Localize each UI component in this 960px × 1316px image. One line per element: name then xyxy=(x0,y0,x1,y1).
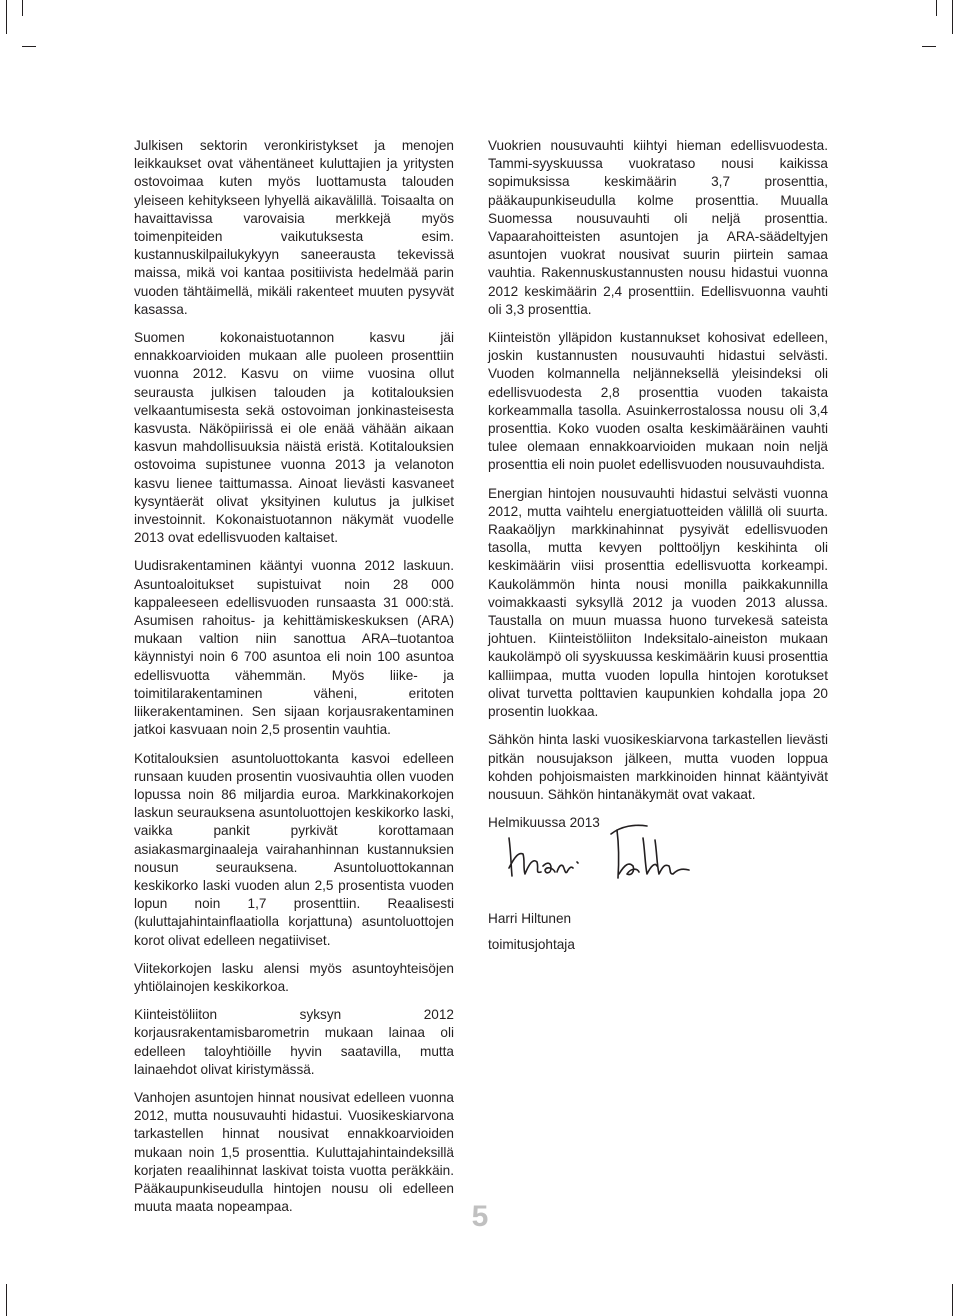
paragraph: Uudisrakentaminen kääntyi vuonna 2012 laskuun. Asuntoaloitukset supistuivat noin 28 000 kappaleeseen edellisvuoden runsaasta 31 000:stä. Asumisen rahoitus- ja kehittämiskeskuksen (ARA) mukaan valtion niin sanottua ARA–tuotantoa käynnistyi noin 6 700 asuntoa eli noin 100 asuntoa edellisvuotta vähemmän. Myös liike- ja toimitilarakentaminen väheni, eritoten liikerakentaminen. Sen sijaan korjausrakentaminen jatkoi kasvuaan noin 2,5 prosentin vauhtia. xyxy=(134,558,454,738)
crop-mark-bottom-right-v xyxy=(952,1284,953,1316)
paragraph: Kotitalouksien asuntoluottokanta kasvoi edelleen runsaan kuuden prosentin vuosivauhtia ollen vuoden lopussa noin 86 miljardia euroa. Markkinakorkojen laskun seurauksena asuntoluottojen keskikorko laski, vaikka pankit pyrkivät korottamaan asiakasmarginaaleja vairahanhinnan kustannuksien nousun seurauksena. Asuntoluottokannan keskikorko laski vuoden alun 2,5 prosentista vuoden lopun noin 1,7 prosenttiin. Reaalisesti (kuluttajahintainflaatiolla korjattuna) asuntoluottojen korot olivat edelleen negatiiviset. xyxy=(134,750,454,948)
crop-mark-top-left-h xyxy=(22,46,36,47)
crop-mark-top-right-v2 xyxy=(936,0,937,16)
paragraph: Sähkön hinta laski vuosikeskiarvona tarkastellen lievästi pitkän nousujakson jälkeen, mutta vuoden loppua kohden pohjoismaisten markkinoiden hinnat kääntyivät nousuun. Sähkön hintanäkymät ovat vakaat. xyxy=(488,732,828,802)
paragraph: Energian hintojen nousuvauhti hidastui selvästi vuonna 2012, mutta vaihtelu energiatuotteiden välillä oli suurta. Raakaöljyn markkinahinnat pysyivät edellisvuoden tasolla, mutta kevyen polttoöljyn keskihinta oli keskimäärin viisi prosenttia edellisvuotta korkeampi. Kaukolämmön hinta nousi monilla paikkakunnilla voimakkaasti syksyllä 2012 ja vuoden 2013 alussa. Taustalla on muun muassa huono turvekesä sateista johtuen. Kiinteistöliiton Indeksitalo-aineiston mukaan kaukolämpö oli syyskuussa keskimäärin kuusi prosenttia kalliimpaa, mutta vuoden lopulla hintojen korotukset olivat turvetta polttavien kaupunkien kohdalla jopa 20 prosentin luokkaa. xyxy=(488,485,828,720)
paragraph: Viitekorkojen lasku alensi myös asuntoyhteisöjen yhtiölainojen keskikorkoa. xyxy=(134,960,454,994)
crop-mark-top-right-h xyxy=(922,46,936,47)
right-column xyxy=(488,137,828,842)
crop-mark-bottom-left-v xyxy=(6,1284,7,1316)
paragraph: Vuokrien nousuvauhti kiihtyi hieman edellisvuodesta. Tammi-syyskuussa vuokrataso nousi kaikissa sopimuksissa keskimäärin 3,7 prosenttia, pääkaupunkiseudulla kolme prosenttia. Muualla Suomessa nousuvauhti oli neljä prosenttia. Vapaarahoitteisten asuntojen ja ARA-säädeltyjen asuntojen vuokrat nousivat suurin piirtein samaa vauhtia. Rakennuskustannusten nousu hidastui vuonna 2012 keskimäärin 2,4 prosenttiin. Edellisvuonna vauhti oli 3,3 prosenttia. xyxy=(488,138,828,317)
paragraph: Suomen kokonaistuotannon kasvu jäi ennakkoarvioiden mukaan alle puoleen prosenttiin vuonna 2012. Kasvu on viime vuosina ollut seurausta julkisen talouden ja kotitalouksien velkaantumisesta sekä ostovoiman jonkinasteisesta kasvusta. Näköpiirissä ei ole enää vähään aikaan kasvun mahdollisuuksia näistä eristä. Kotitalouksien ostovoima supistunee vuonna 2013 ja velanoton kasvu lienee taittumassa. Ainoat lievästi kasvaneet kysyntäerät olivat yksityinen kulutus ja julkiset investoinnit. Kokonaistuotannon näkymät vuodelle 2013 ovat edellisvuoden kaltaiset. xyxy=(134,330,454,546)
crop-mark-top-left-v xyxy=(6,0,7,34)
crop-mark-top-right-v xyxy=(952,0,953,34)
paragraph: Kiinteistön ylläpidon kustannukset kohosivat edelleen, joskin kustannusten nousuvauhti hidastui selvästi. Vuoden kolmannella neljänneksellä yleisindeksi oli edellisvuodesta 2,8 prosenttia vuoden takaista korkeammalla tasolla. Asuinkerrostalossa nousu oli 3,4 prosenttia. Koko vuoden osalta keskimääräinen vauhti tulee olemaan ennakkoarvioiden mukaan noin neljä prosenttia eli noin puolet edellisvuoden nousuvauhdista. xyxy=(488,330,828,473)
signature-image xyxy=(505,818,705,888)
page-number: 5 xyxy=(471,1200,489,1233)
paragraph: Julkisen sektorin veronkiristykset ja menojen leikkaukset ovat vähentäneet kuluttajien ja yritysten ostovoimaa kuten myös luottamusta talouden yleiseen kehitykseen lyhyellä aikavälillä. Toisaalta on havaittavissa varovaisia merkkejä myös toimenpiteiden vaikutuksesta esim. kustannuskilpailukykyyn saneerausta tekevissä maissa, mikä voi kantaa positiivista hedelmää parin vuoden tähtäimellä, mikäli rakenteet muuten pysyvät kasassa. xyxy=(134,138,454,317)
paragraph: Vanhojen asuntojen hinnat nousivat edelleen vuonna 2012, mutta nousuvauhti hidastui. Vuosikeskiarvona tarkastellen hinnat nousivat ennakkoarvioiden mukaan noin 1,5 prosenttia. Kuluttajahintaindeksillä korjaten reaalihinnat laskivat toista vuotta peräkkäin. Pääkaupunkiseudulla hintojen nousu oli edelleen muuta maata nopeampaa. xyxy=(134,1089,454,1215)
left-column xyxy=(134,137,454,1226)
paragraph: Kiinteistöliiton syksyn 2012 korjausrakentamisbarometrin mukaan lainaa oli edelleen taloyhtiöille hyvin saatavilla, mutta lainaehdot olivat kiristymässä. xyxy=(134,1007,454,1077)
signer-name: Harri Hiltunen xyxy=(488,911,572,926)
crop-mark-top-left-v2 xyxy=(22,0,23,16)
signer-title: toimitusjohtaja xyxy=(488,937,575,952)
letter-date: Helmikuussa 2013 xyxy=(488,815,600,831)
